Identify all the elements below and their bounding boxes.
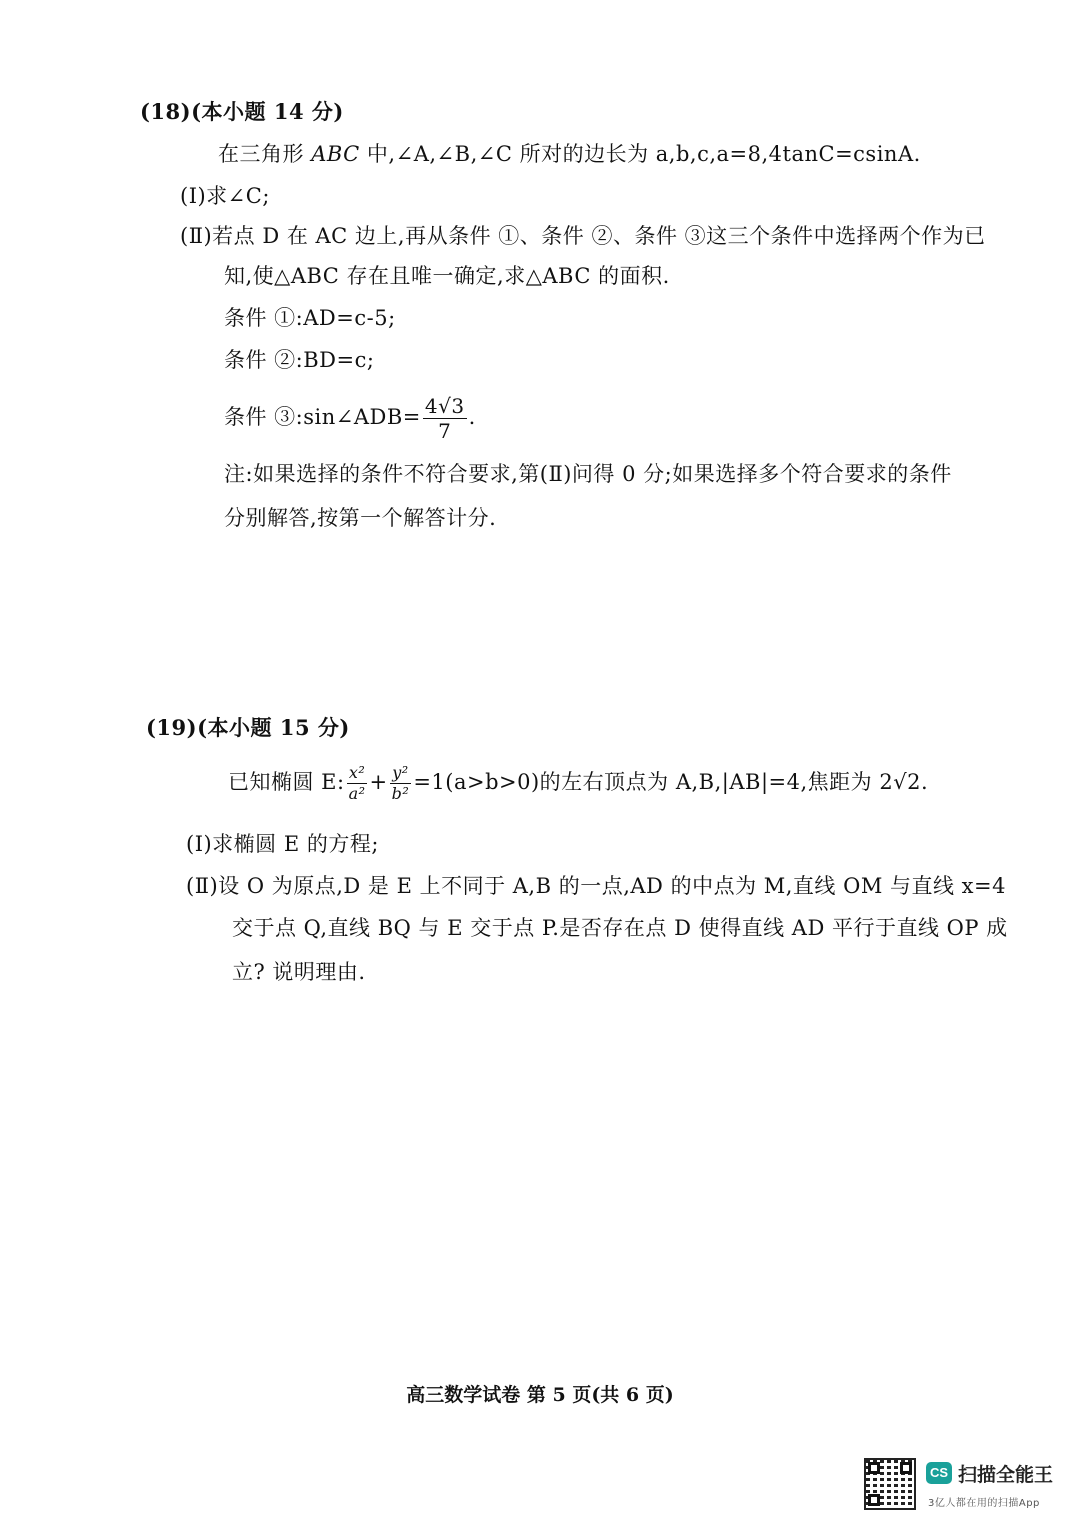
q18-stem-pre: 在三角形 xyxy=(218,142,312,166)
q18-stem-abc: ABC xyxy=(311,142,360,166)
camscanner-tagline: 3亿人都在用的扫描App xyxy=(928,1498,1040,1509)
qr-finder-icon xyxy=(900,1462,912,1474)
q19-part2-line1: (Ⅱ)设 O 为原点,D 是 E 上不同于 A,B 的一点,AD 的中点为 M,直线 OM 与直线 x=4 xyxy=(186,874,1006,898)
page-footer: 高三数学试卷 第 5 页(共 6 页) xyxy=(406,1384,674,1406)
q19-stem-pre: 已知椭圆 E: xyxy=(228,770,345,794)
q18-cond3-fraction xyxy=(423,396,467,441)
q19-part2-line3: 立? 说明理由. xyxy=(232,960,366,984)
camscanner-logo-icon: CS xyxy=(926,1462,952,1484)
q19-frac-x-num: x² xyxy=(348,763,366,782)
q19-header: (19)(本小题 15 分) xyxy=(146,715,350,740)
q18-condition-2: 条件 ②:BD=c; xyxy=(224,348,375,372)
q18-condition-1: 条件 ①:AD=c-5; xyxy=(224,306,396,330)
q18-stem-rest: A,∠B,∠C 所对的边长为 a,b,c,a=8,4tanC=csinA. xyxy=(413,142,921,166)
q19-frac-x-den: a² xyxy=(348,784,366,803)
q19-stem xyxy=(228,758,928,806)
q18-cond3-post: . xyxy=(468,405,476,429)
q19-frac-x xyxy=(347,765,368,802)
q18-part1: (Ⅰ)求∠C; xyxy=(180,184,270,208)
q18-header: (18)(本小题 14 分) xyxy=(140,99,344,124)
q18-cond3-pre: 条件 ③:sin∠ADB= xyxy=(224,405,421,429)
q18-note-line2: 分别解答,按第一个解答计分. xyxy=(224,506,497,530)
q19-frac-y xyxy=(390,765,412,802)
q18-condition-3 xyxy=(224,392,476,442)
q19-frac-y-den: b² xyxy=(391,784,410,803)
q18-part2-line2: 知,使△ABC 存在且唯一确定,求△ABC 的面积. xyxy=(224,264,670,288)
q18-cond3-denominator: 7 xyxy=(438,419,452,443)
q19-plus: + xyxy=(369,770,388,794)
qr-finder-icon xyxy=(868,1494,880,1506)
q19-part2-line2: 交于点 Q,直线 BQ 与 E 交于点 P.是否存在点 D 使得直线 AD 平行于直线 OP 成 xyxy=(232,916,1008,940)
q19-stem-post: =1(a>b>0)的左右顶点为 A,B,|AB|=4,焦距为 2√2. xyxy=(413,770,929,794)
qr-code-icon xyxy=(864,1458,916,1510)
q18-cond3-numerator: 4√3 xyxy=(424,394,465,418)
q18-part2-line1: (Ⅱ)若点 D 在 AC 边上,再从条件 ①、条件 ②、条件 ③这三个条件中选择两个作为已 xyxy=(180,224,986,248)
camscanner-name: 扫描全能王 xyxy=(958,1464,1054,1486)
q18-note-line1: 注:如果选择的条件不符合要求,第(Ⅱ)问得 0 分;如果选择多个符合要求的条件 xyxy=(224,462,952,486)
q19-frac-y-num: y² xyxy=(392,763,409,782)
qr-finder-icon xyxy=(868,1462,880,1474)
q18-stem xyxy=(218,140,921,168)
q18-stem-mid: 中,∠ xyxy=(359,142,414,166)
q19-part1: (Ⅰ)求椭圆 E 的方程; xyxy=(186,832,379,856)
